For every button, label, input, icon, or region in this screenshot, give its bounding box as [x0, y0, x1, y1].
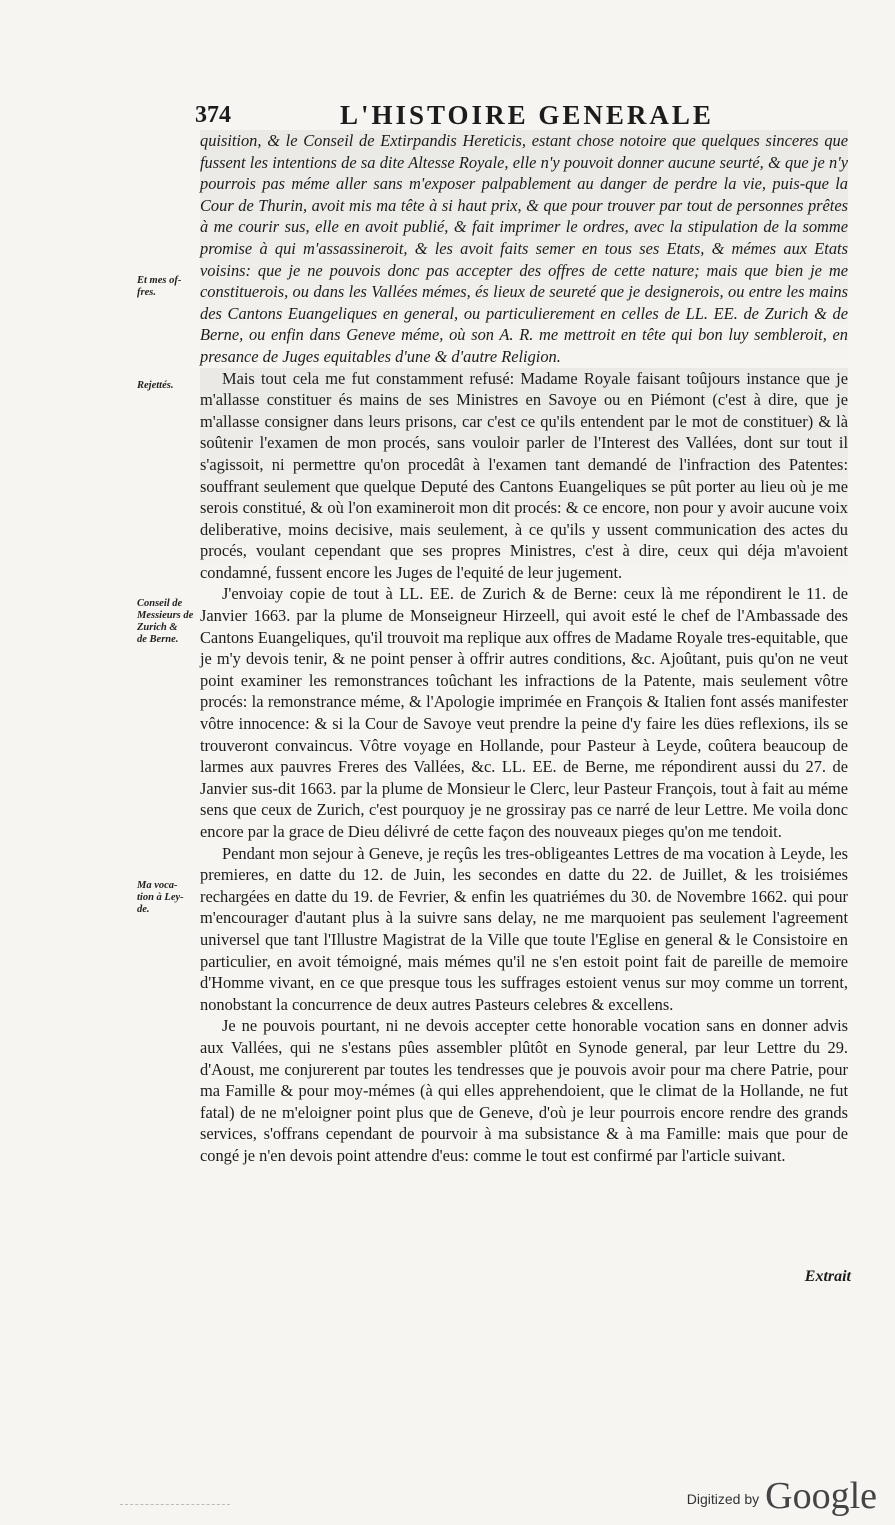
margin-note-rejettes: Rejettés.: [137, 380, 174, 391]
paragraph-1: quisition, & le Conseil de Extirpandis Hereticis, estant chose notoire que quelques sinceres que fussent les intentions de sa dite Altesse Royale, elle n'y pouvoit donner aucune seurté, & que je n'y pourrois pas méme aller sans m'exposer palpablement au danger de perdre la vie, puis-que la Cour de Thurin, avoit mis ma tête à si haut prix, & que pour trouver par tout de personnes prêtes à me courir sus, elle en avoit publié, & fait imprimer le ordres, avec la stipulation de la somme promise à qui m'assassineroit, & les avoit faits semer en tous ses Etats, & mémes aux Etats voisins: que je ne pouvois donc pas accepter des offres de cette nature; mais que bien je me constituerois, ou dans les Vallées mémes, és lieux de seureté que je designerois, ou entre les mains des Cantons Euangeliques en general, ou particulierement en celles de LL. EE. de Zurich & de Berne, ou enfin dans Geneve méme, où son A. R. me mettroit en tête qui bon luy sembleroit, en presance de Juges equitables d'une & d'autre Religion.: [200, 131, 848, 366]
footer-divider: [120, 1504, 230, 1505]
margin-note-vocation: Ma voca- tion à Ley- de.: [137, 880, 184, 915]
page-header: [195, 100, 855, 134]
paragraph-5: Je ne pouvois pourtant, ni ne devois accepter cette honorable vocation sans en donner advis aux Vallées, qui ne s'estans pûes assembler plûtôt en Synode general, par leur Lettre du 29. d'Aoust, me conjurerent par toutes les tendresses que je pouvois avoir pour ma chere Patrie, pour ma Famille & pour moy-mémes (à qui elles apprehendoient, que le climat de la Hollande, ne fut fatal) de ne m'eloigner point plus que de Geneve, d'où je leur pourrois encore rendre des grands services, s'offrans cependant de pourvoir à ma subsistance & à ma Famille: mais que pour de congé je n'en devois point attendre d'eus: comme le tout est confirmé par l'article suivant.: [200, 1016, 848, 1165]
watermark-by-text: Digitized by: [686, 1491, 760, 1507]
margin-note-conseil: Conseil de Messieurs de Zurich & de Berne.: [137, 598, 194, 645]
paragraph-3: J'envoiay copie de tout à LL. EE. de Zurich & de Berne: ceux là me répondirent le 11. de Janvier 1663. par la plume de Monseigneur Hirzeell, qui avoit esté le chef de l'Ambassade des Cantons Euangeliques, qu'il trouvoit ma replique aux offres de Madame Royale tres-equitable, que je m'y devois tenir, & ne point penser à offrir autres conditions, &c. Ajoûtant, puis qu'on ne veut point examiner les remonstrances toûchant les infractions de la Patente, mais seulement vôtre procés: la remonstrance méme, & l'Apologie imprimée en François & Italien font assés manifester vôtre innocence: & si la Cour de Savoye veut prendre la peine d'y faire les dües reflexions, ils se trouveront convaincus. Vôtre voyage en Hollande, pour Pasteur à Leyde, coûtera beaucoup de larmes aux pauvres Freres des Vallées, &c. LL. EE. de Berne, me répondirent aussi du 27. de Janvier sus-dit 1663. par la plume de Monsieur le Clerc, leur Pasteur François, tout à fait au méme sens que ceux de Zurich, c'est pourquoy je ne grossiray pas ce narré de leur Lettre. Me voila donc encore par la grace de Dieu délivré de cette façon des nouveaux pieges qu'on me tendoit.: [200, 584, 848, 841]
paragraph-2: Mais tout cela me fut constamment refusé: Madame Royale faisant toûjours instance que je m'allasse constituer és mains de ses Ministres en Savoye ou en Piémont (c'est à dire, que je m'allasse consigner dans leurs prisons, car c'est ce qu'ils entendent par le mot de constituer) & là soûtenir l'examen de mon procés, sans vouloir parler de l'Interest des Vallées, dont sur tout il s'agissoit, ni permettre qu'on procedât à l'examen tant demandé de l'infraction des Patentes: souffrant seulement que quelque Deputé des Cantons Euangeliques se pût porter au lieu où je me serois constitué, & où l'on examineroit mon dit procés: & ce encore, non pour y avoir aucune voix deliberative, moins decisive, mais seulement, à ce qu'ils y ussent communication des actes du procés, voulant cependant que ses propres Ministres, c'est à dire, ceux qui déja m'avoient condamné, fussent encore les Juges de l'equité de leur jugement.: [200, 368, 848, 582]
google-logo: Google: [765, 1475, 877, 1517]
page-number: 374: [195, 102, 231, 128]
digitized-watermark: [687, 1475, 877, 1515]
margin-note-offres: Et mes of- fres.: [137, 275, 182, 298]
running-title: L'HISTOIRE GENERALE: [340, 100, 714, 130]
paragraph-4: Pendant mon sejour à Geneve, je reçûs les tres-obligeantes Lettres de ma vocation à Leyde, les premieres, en datte du 12. de Juin, les secondes en datte du 22. de Juillet, & les troisiémes rechargées en datte du 19. de Fevrier, & enfin les quatriémes du 30. de Novembre 1662. qui pour m'encourager d'autant plus à la suivre sans delay, ne me marquoient pas seulement l'agreement universel que tant l'Illustre Magistrat de la Ville que toute l'Eglise en general & le Consistoire en particulier, en avoit témoigné, mais mémes qu'il ne s'en estoit point fait de pareille de memoire d'Homme vivant, en ce que presque tous les suffrages estoient venus sur moy comme un torrent, nonobstant la concurrence de deux autres Pasteurs celebres & excellens.: [200, 843, 848, 1014]
body-text: [200, 130, 848, 1167]
catchword: Extrait: [804, 1268, 851, 1285]
